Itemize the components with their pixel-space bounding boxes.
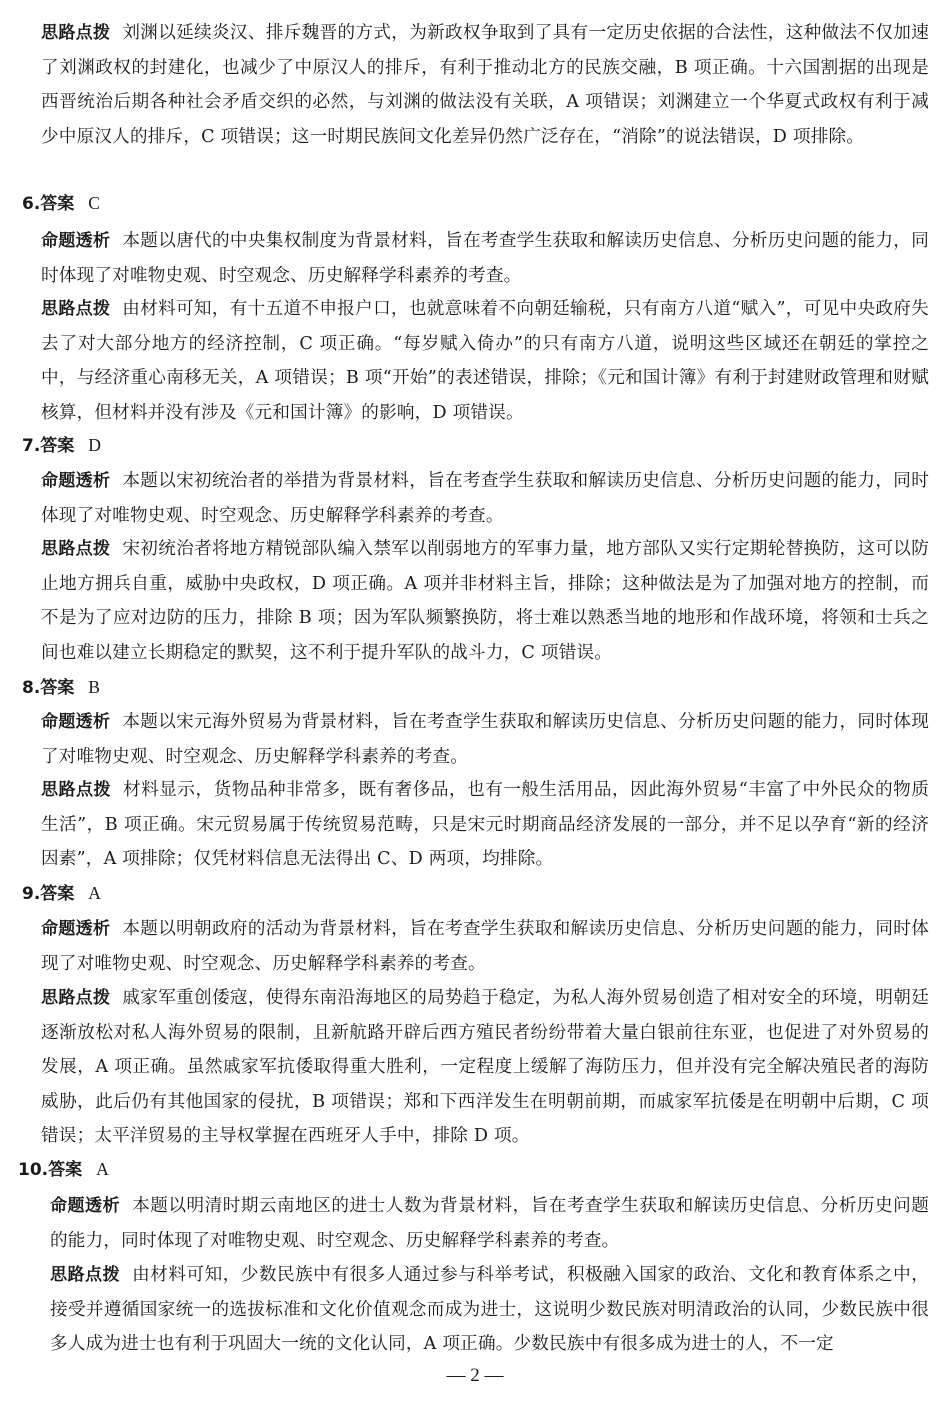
q8-number: 8. — [22, 678, 41, 698]
answer-label: 答案 — [40, 678, 75, 698]
q7-analysis-text: 宋初统治者将地方精锐部队编入禁军以削弱地方的军事力量，地方部队又实行定期轮替换防，这可以防止地方拥兵自重，威胁中央政权，D 项正确。A 项并非材料主旨，排除；这种做法是为了加强对地方的控制，而不是为了应对边防的压力，排除 B 项；因为军队频繁换防，将士难以熟悉当地的地形和作战环境，将领和士兵之间也难以建立长期稳定的默契，这不利于提升军队的战斗力，C 项错误。 — [41, 539, 929, 663]
q8-intent — [41, 705, 929, 774]
q10-number: 10. — [18, 1160, 49, 1180]
q9-intent-text: 本题以明朝政府的活动为背景材料，旨在考查学生获取和解读历史信息、分析历史问题的能力，同时体现了对唯物史观、时空观念、历史解释学科素养的考查。 — [41, 919, 929, 974]
q9-analysis-text: 戚家军重创倭寇，使得东南沿海地区的局势趋于稳定，为私人海外贸易创造了相对安全的环境，明朝廷逐渐放松对私人海外贸易的限制，且新航路开辟后西方殖民者纷纷带着大量白银前往东亚，也促进了对外贸易的发展，A 项正确。虽然戚家军抗倭取得重大胜利，一定程度上缓解了海防压力，但并没有完全解决殖民者的海防威胁，此后仍有其他国家的侵扰，B 项错误；郑和下西洋发生在明朝前期，而戚家军抗倭是在明朝中后期，C 项错误；太平洋贸易的主导权掌握在西班牙人手中，排除 D 项。 — [41, 988, 929, 1146]
q7-intent-text: 本题以宋初统治者的举措为背景材料，旨在考查学生获取和解读历史信息、分析历史问题的能力，同时体现了对唯物史观、时空观念、历史解释学科素养的考查。 — [41, 471, 929, 526]
analysis-label: 思路点拨 — [41, 780, 112, 800]
intent-label: 命题透析 — [41, 919, 111, 939]
q8-answer: B — [88, 677, 101, 697]
q6-answer: C — [88, 193, 101, 213]
answer-label: 答案 — [40, 436, 75, 456]
q9-answer-line — [22, 878, 101, 909]
answer-label: 答案 — [40, 194, 75, 214]
q8-analysis-text: 材料显示，货物品种非常多，既有奢侈品，也有一般生活用品，因此海外贸易“丰富了中外民众的物质生活”，B 项正确。宋元贸易属于传统贸易范畴，只是宋元时期商品经济发展的一部分，并不足以孕育“新的经济因素”，A 项排除；仅凭材料信息无法得出 C、D 两项，均排除。 — [41, 780, 929, 869]
q6-intent — [41, 224, 929, 293]
q6-analysis — [41, 292, 929, 430]
q8-analysis — [41, 773, 929, 877]
analysis-label: 思路点拨 — [41, 23, 111, 43]
q5-analysis-text: 刘渊以延续炎汉、排斥魏晋的方式，为新政权争取到了具有一定历史依据的合法性，这种做法不仅加速了刘渊政权的封建化，也减少了中原汉人的排斥，有利于推动北方的民族交融，B 项正确。十六国割据的出现是西晋统治后期各种社会矛盾交织的必然，与刘渊的做法没有关联，A 项错误；刘渊建立一个华夏式政权有利于减少中原汉人的排斥，C 项错误；这一时期民族间文化差异仍然广泛存在，“消除”的说法错误，D 项排除。 — [41, 23, 929, 147]
q10-intent — [50, 1189, 929, 1258]
q10-answer: A — [96, 1159, 109, 1179]
q10-intent-text: 本题以明清时期云南地区的进士人数为背景材料，旨在考查学生获取和解读历史信息、分析历史问题的能力，同时体现了对唯物史观、时空观念、历史解释学科素养的考查。 — [50, 1196, 929, 1251]
analysis-label: 思路点拨 — [41, 299, 111, 319]
page-number: — 2 — — [446, 1365, 504, 1386]
analysis-label: 思路点拨 — [41, 539, 111, 559]
q9-analysis — [41, 981, 929, 1154]
answer-label: 答案 — [48, 1160, 83, 1180]
q7-answer-line — [22, 430, 101, 461]
q9-intent — [41, 912, 929, 981]
q8-answer-line — [22, 672, 100, 703]
q6-analysis-text: 由材料可知，有十五道不申报户口，也就意味着不向朝廷输税，只有南方八道“赋入”，可见中央政府失去了对大部分地方的经济控制，C 项正确。“每岁赋入倚办”的只有南方八道，说明这些区域还在朝廷的掌控之中，与经济重心南移无关，A 项错误；B 项“开始”的表述错误，排除；《元和国计簿》有利于封建财政管理和财赋核算，但材料并没有涉及《元和国计簿》的影响，D 项错误。 — [41, 299, 929, 423]
q7-intent — [41, 464, 929, 533]
q10-analysis — [50, 1258, 929, 1362]
q10-analysis-text: 由材料可知，少数民族中有很多人通过参与科举考试，积极融入国家的政治、文化和教育体系之中，接受并遵循国家统一的选拔标准和文化价值观念而成为进士，这说明少数民族对明清政治的认同，少数民族中很多人成为进士也有利于巩固大一统的文化认同，A 项正确。少数民族中有很多成为进士的人，不一定 — [50, 1265, 929, 1354]
intent-label: 命题透析 — [41, 712, 111, 732]
intent-label: 命题透析 — [41, 471, 111, 491]
q7-analysis — [41, 532, 929, 670]
q7-answer: D — [88, 435, 102, 455]
intent-label: 命题透析 — [50, 1196, 121, 1216]
q6-answer-line — [22, 188, 100, 219]
analysis-label: 思路点拨 — [41, 988, 111, 1008]
q6-number: 6. — [22, 194, 41, 214]
q6-intent-text: 本题以唐代的中央集权制度为背景材料，旨在考查学生获取和解读历史信息、分析历史问题的能力，同时体现了对唯物史观、时空观念、历史解释学科素养的考查。 — [41, 231, 929, 286]
intent-label: 命题透析 — [41, 231, 111, 251]
answer-label: 答案 — [40, 884, 75, 904]
q5-analysis — [41, 16, 929, 154]
q10-answer-line — [18, 1154, 109, 1185]
q9-answer: A — [88, 883, 102, 903]
q8-intent-text: 本题以宋元海外贸易为背景材料，旨在考查学生获取和解读历史信息、分析历史问题的能力，同时体现了对唯物史观、时空观念、历史解释学科素养的考查。 — [41, 712, 929, 767]
q7-number: 7. — [22, 436, 41, 456]
analysis-label: 思路点拨 — [50, 1265, 121, 1285]
q9-number: 9. — [22, 884, 41, 904]
